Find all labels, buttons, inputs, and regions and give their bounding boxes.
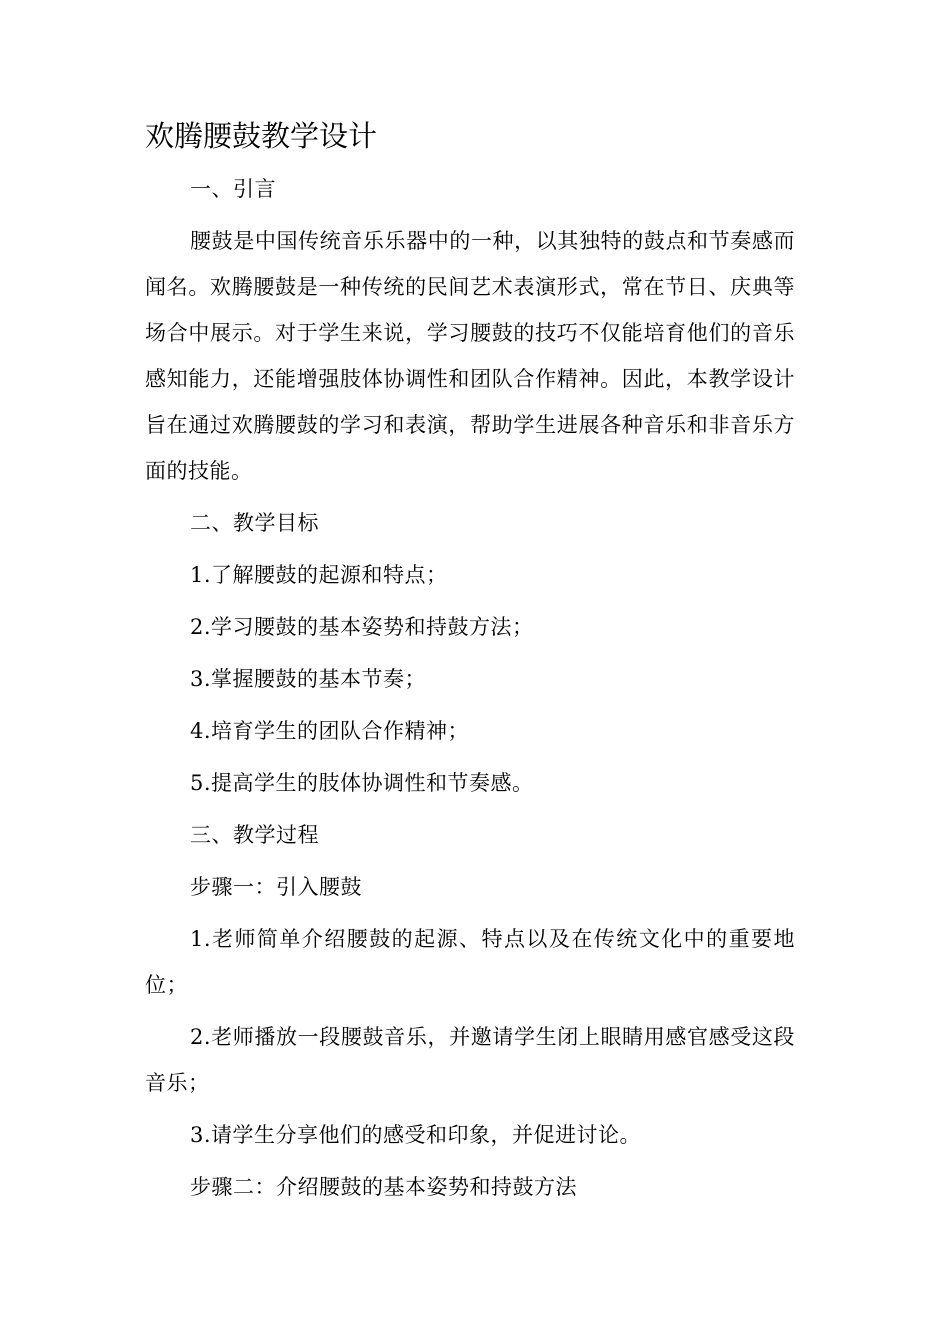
document-title: 欢腾腰鼓教学设计 bbox=[145, 119, 378, 153]
step-item: 1.老师简单介绍腰鼓的起源、特点以及在传统文化中的重要地位； bbox=[145, 927, 795, 997]
goal-item: 4.培育学生的团队合作精神； bbox=[190, 719, 470, 743]
goal-item: 3.掌握腰鼓的基本节奏； bbox=[190, 667, 427, 691]
goal-item: 1.了解腰鼓的起源和特点； bbox=[190, 563, 448, 587]
section-heading-process: 三、教学过程 bbox=[190, 823, 319, 847]
goal-item: 5.提高学生的肢体协调性和节奏感。 bbox=[190, 771, 534, 795]
introduction-paragraph: 腰鼓是中国传统音乐乐器中的一种，以其独特的鼓点和节奏感而闻名。欢腾腰鼓是一种传统的民间艺术表演形式，常在节日、庆典等场合中展示。对于学生来说，学习腰鼓的技巧不仅能培育他们的音乐感知能力，还能增强肢体协调性和团队合作精神。因此，本教学设计旨在通过欢腾腰鼓的学习和表演，帮助学生进展各种音乐和非音乐方面的技能。 bbox=[145, 229, 795, 483]
document-body bbox=[145, 112, 795, 1216]
section-heading-goals: 二、教学目标 bbox=[190, 511, 319, 535]
section-heading-introduction: 一、引言 bbox=[190, 177, 276, 201]
step-heading: 步骤二：介绍腰鼓的基本姿势和持鼓方法 bbox=[190, 1175, 577, 1199]
step-heading: 步骤一：引入腰鼓 bbox=[190, 875, 362, 899]
goal-item: 2.学习腰鼓的基本姿势和持鼓方法； bbox=[190, 615, 534, 639]
step-item: 3.请学生分享他们的感受和印象，并促进讨论。 bbox=[190, 1123, 642, 1147]
step-item: 2.老师播放一段腰鼓音乐，并邀请学生闭上眼睛用感官感受这段音乐； bbox=[145, 1025, 795, 1095]
